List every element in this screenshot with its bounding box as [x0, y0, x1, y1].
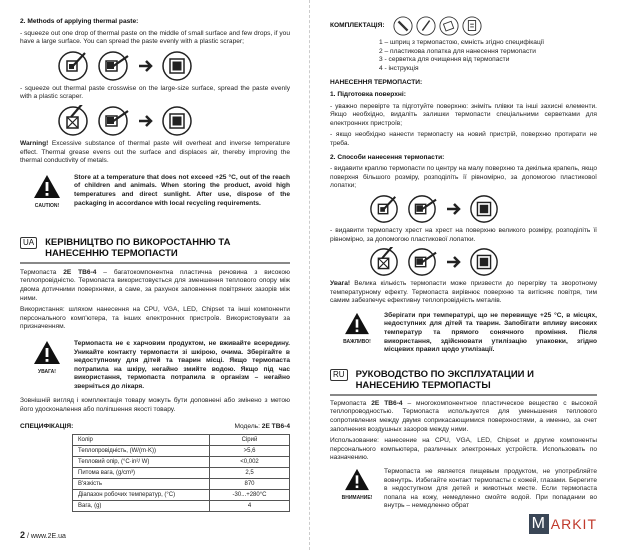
method2-en: - squeeze out thermal paste crosswise on the large-size surface, spread the paste evenly with a plastic scraper.: [20, 84, 290, 101]
method2-ua: - видавити термопасту хрест на хрест на поверхню великого розміру, розподіліть її рівномірно, за допомогою пластикової лопатки.: [330, 226, 597, 243]
ua-heading-rule: [20, 262, 290, 264]
drop-paste-icon: [57, 50, 89, 82]
cross-paste-icon: [369, 247, 399, 277]
ua-title-line1: КЕРІВНИЦТВО ПО ВИКОРОСТАННЮ ТА: [45, 236, 231, 248]
spec-key: Колір: [73, 435, 210, 446]
kit-item: 1 – шприц з термопастою, ємність згідно специфікації: [379, 39, 545, 46]
prep2: - якщо необхідно нанести термопасту на новий пристрій, поверхню протирати не треба.: [330, 131, 597, 147]
spec-row: [73, 501, 290, 512]
ru-heading-rule: [330, 394, 597, 396]
wipe-icon: [439, 16, 459, 36]
model-name: 2E TB6-4: [371, 399, 403, 407]
methods-title-ua: 2. Способи нанесення термопасти:: [330, 153, 445, 161]
spec-row: [73, 435, 290, 446]
text: Термопаста: [20, 268, 64, 276]
prep-title: 1. Підготовка поверхні:: [330, 90, 406, 98]
spec-key: Питома вага, (g/cm³): [73, 468, 210, 479]
spec-value: Сірий: [210, 435, 290, 446]
footer: [20, 530, 66, 542]
important-label: ВАЖЛИВО!: [343, 338, 371, 345]
warning-en: [20, 140, 290, 166]
warning-icon-group: [330, 312, 384, 355]
ru-title-line2: НАНЕСЕНИЮ ТЕРМОПАСТЫ: [355, 379, 491, 391]
spread-paste-icon: [407, 194, 437, 224]
caution-label: CAUTION!: [34, 202, 60, 209]
text: – багатокомпонентна пластична речовина з високою теплопровідністю. Термопаста використовується для зменшення теплового опору між двома дотичними поверхнями, а саме, за рахунок заповнення повітряних зазорів між ними.: [20, 268, 290, 302]
spec-row: [73, 457, 290, 468]
page-divider: [309, 0, 310, 550]
important-block-ua: [330, 312, 597, 355]
spread-paste-icon: [97, 105, 129, 137]
spread-paste-icon: [407, 247, 437, 277]
kit-list: [330, 39, 597, 73]
ru-description: [330, 400, 597, 434]
kit-title: КОМПЛЕКТАЦІЯ:: [330, 21, 385, 29]
left-page: [20, 18, 290, 512]
spec-value: <0,002: [210, 457, 290, 468]
ua-warning-label: УВАГА!: [38, 368, 56, 375]
method1-illustration-ua: [330, 194, 597, 224]
ru-usage: Использование: нанесение на CPU, VGA, LED, Chipset и другие компоненты персонального компьютера, различных электронных устройств. Использовать по назначению.: [330, 437, 597, 462]
text: Термопаста: [330, 399, 372, 407]
warning-icon-group: [20, 340, 74, 392]
warning-icon-group: [330, 468, 384, 511]
ua-title-line2: НАНЕСЕННЮ ТЕРМОПАСТИ: [45, 247, 178, 259]
even-layer-icon: [469, 194, 499, 224]
apply-title: НАНЕСЕННЯ ТЕРМОПАСТИ:: [330, 79, 423, 87]
spec-row: [73, 490, 290, 501]
caution-text: Store at a temperature that does not exceed +25 °C, out of the reach of children and animals. When storing the product, avoid high temperatures and direct sunlight. After use, dispose of the packaging in accordance with local recycling requirements.: [74, 173, 290, 207]
syringe-icon: [393, 16, 413, 36]
spec-key: Вага, (g): [73, 501, 210, 512]
warning-triangle-icon: [33, 174, 61, 199]
ru-warning-text: Термопаста не является пищевым продуктом, не употребляйте вовнутрь. Избегайте контакт термопасты с кожей, глазами. Берегите в недоступном для детей и животных месте. Если термопаста попала на кожу, немедленно смойте водой. При попадании во внутрь – немедленно обрат: [384, 468, 597, 510]
website-link: / www.2E.ua: [25, 533, 66, 540]
spread-paste-icon: [97, 50, 129, 82]
right-page: [330, 16, 597, 534]
method2-illustration-en: [20, 105, 290, 137]
spec-value: 870: [210, 479, 290, 490]
page-number: 2: [20, 530, 26, 540]
watermark-text: ARKIT: [550, 515, 597, 532]
warning-triangle-icon: [344, 312, 370, 335]
ru-section-heading: [330, 369, 597, 391]
model-value: 2E TB6-4: [261, 422, 290, 430]
ua-notice: Зовнішній вигляд і комплектація товару можуть бути доповнені або змінено з метою його удосконалення або поліпшення якості товару.: [20, 397, 290, 414]
spec-key: Теплопровідність, (W/(m·K)): [73, 446, 210, 457]
spec-row: [73, 446, 290, 457]
markit-watermark-logo: [529, 514, 597, 534]
spec-key: В'язкість: [73, 479, 210, 490]
ru-warning-label: ВНИМАНИЕ!: [341, 495, 373, 501]
text: – многокомпонентное пластическое вещество с высокой теплопроводностью. Термопаста используется для уменьшения теплового сопротивления между двумя соприкасающимися поверхностями, а именно, за счет заполнения воздушных зазоров между ними.: [330, 399, 598, 433]
ua-warning-block: [20, 340, 290, 392]
kit-item: 4 - інструкція: [379, 64, 419, 72]
text: Модель:: [234, 422, 262, 430]
kit-item: 2 – пластикова лопатка для нанесення термопасти: [379, 47, 536, 55]
warning-triangle-icon: [33, 340, 61, 365]
method1-ua: - видавити краплю термопасти по центру на малу поверхню та декілька крапель, якщо поверхня більшого розміру, розподіліть її рівномірно, за допомогою пластикової лопатки;: [330, 165, 597, 190]
spec-row: [73, 479, 290, 490]
warning-label: Увага!: [330, 280, 351, 288]
method2-illustration-ua: [330, 247, 597, 277]
ua-usage: Використання: шляхом нанесення на CPU, VGA, LED, Chipset та інші компоненти персонального комп'ютера, та інших електронних пристроїв. Використовувати за призначенням.: [20, 306, 290, 331]
method1-en: - squeeze out one drop of thermal paste on the middle of small surface and few drops, if you have a large surface. You can spread the paste evenly with a plastic scraper;: [20, 29, 290, 46]
important-text: Зберігати при температурі, що не перевищує +25 °C, в місцях, недоступних для дітей та тварин. Запобігати впливу високих температур та прямого сонячного проміння. Після використання, здійснювати утилізацію упаковки, згідно місцевих правил щодо утилізації.: [384, 311, 597, 354]
ru-title-line1: РУКОВОДСТВО ПО ЭКСПЛУАТАЦИИ И: [355, 368, 534, 380]
arrow-right-icon: [137, 58, 153, 74]
kit-item: 3 - серветка для очищення від термопасти: [379, 56, 510, 64]
warning-label: Warning!: [20, 139, 49, 147]
spec-value: 2,5: [210, 468, 290, 479]
ru-language-badge: RU: [330, 369, 348, 381]
warning-text: Велика кількість термопасти може призвести до перегріву та зворотному температурному ефекту. Термопаста вирівнює поверхню та витісняє повітря, тим самим забезпечує ефективну теплопровідність металів.: [330, 280, 597, 305]
drop-paste-icon: [369, 194, 399, 224]
method1-illustration-en: [20, 50, 290, 82]
spec-value: -30...+280°C: [210, 490, 290, 501]
ua-section-heading: [20, 237, 290, 259]
spec-title: СПЕЦИФІКАЦІЯ:: [20, 422, 74, 430]
model-name: 2E TB6-4: [63, 268, 97, 276]
warning-icon-group: [20, 174, 74, 209]
warning-triangle-icon: [344, 468, 370, 491]
spec-value: >5,6: [210, 446, 290, 457]
ua-description: [20, 269, 290, 303]
warning-ua: [330, 280, 597, 306]
arrow-right-icon: [445, 201, 461, 217]
spec-table: [72, 434, 290, 512]
spatula-icon: [416, 16, 436, 36]
even-layer-icon: [161, 50, 193, 82]
manual-icon: [462, 16, 482, 36]
cross-paste-icon: [57, 105, 89, 137]
caution-block-en: [20, 174, 290, 209]
ru-warning-block: [330, 468, 597, 511]
kit-icons: [393, 16, 482, 36]
model-label: [234, 423, 290, 432]
spec-row: [73, 468, 290, 479]
methods-title-en: 2. Methods of applying thermal paste:: [20, 18, 139, 25]
spec-header: [20, 423, 290, 432]
ua-warning-text: Термопаста не є харчовим продуктом, не вживайте всередину. Уникайте контакту термопасти зі шкірою, очима. Зберігайте в недоступному для дітей та тварин місці. Якщо термопаста потрапила на шкіру, негайно змийте водою. Якщо під час використання, термопаста потрапила в організм – негайно зверніться до лікаря.: [74, 339, 290, 390]
spec-key: Тепловий опір, (°C·in²/ W): [73, 457, 210, 468]
even-layer-icon: [161, 105, 193, 137]
spec-key: Діапазон робочих температур, (°C): [73, 490, 210, 501]
arrow-right-icon: [137, 113, 153, 129]
even-layer-icon: [469, 247, 499, 277]
ua-language-badge: UA: [20, 237, 37, 249]
warning-text: Excessive substance of thermal paste will overheat and inverse temperature effect. Thermal grease evens out the surface and displaces air, thereby improving the thermal conductivity of metals.: [20, 139, 290, 165]
prep1: - уважно перевірте та підготуйте поверхню: зніміть плівки та інші захисні елементи. Якщо необхідно, видаліть залишки термопасти спеціальними серветками для електронних пристроїв;: [330, 102, 597, 127]
spec-value: 4: [210, 501, 290, 512]
kit-header: [330, 16, 597, 36]
arrow-right-icon: [445, 254, 461, 270]
watermark-m: M: [529, 514, 549, 534]
